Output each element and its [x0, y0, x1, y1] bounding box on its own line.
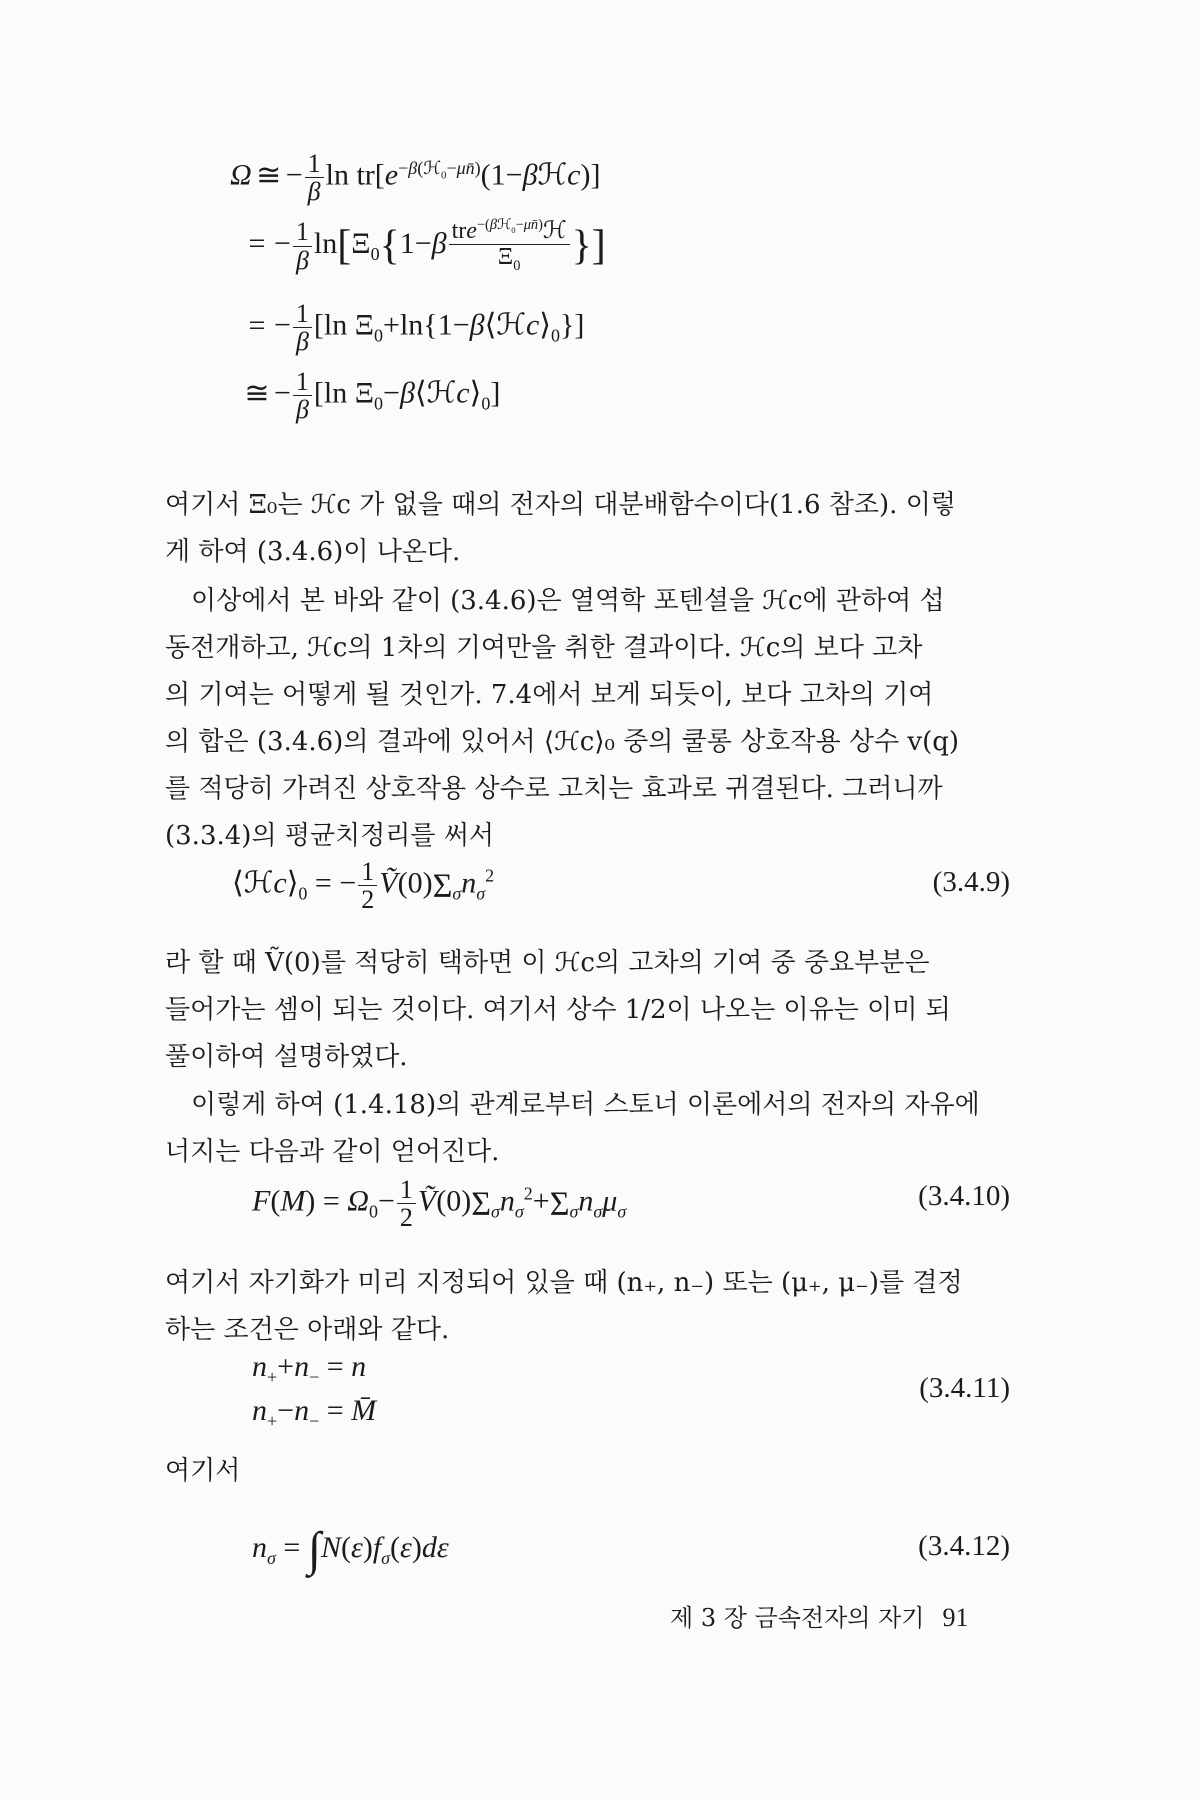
equation-3-4-10: $F(M) = \Omega_0-$ $\frac{1}{2}$ $Ṽ(0)\Sigma_\sigma n_\sigma^2+\Sigma_\sigma n_\sigma\mu_\sigma$ [252, 1175, 627, 1233]
paragraph-2: 이상에서 본 바와 같이 (3.4.6)은 열역학 포텐셜을 ℋc에 관하여 섭 동전개하고, ℋc의 1차의 기여만을 취한 결과이다. ℋc의 보다 고차 의 기여는 어떻게 될 것인가. 7.4에서 보게 되듯이, 보다 고차의 기여 의 합은 (3.4.6)의 결과에 있어서 ⟨ℋc⟩₀ 중의 쿨롱 상호작용 상수 v(q) 를 적당히 가려진 상호작용 상수로 고치는 효과로 귀결된다. 그러니까 (3.3.4)의 평균치정리를 써서 [165, 586, 959, 851]
equation-number-3-4-9: (3.4.9) [932, 866, 1010, 898]
equation-3-4-9: $⟨ℋc⟩_0$ = − $\frac{1}{2}$ $Ṽ(0)\Sigma_\sigma n_\sigma^2$ [232, 857, 495, 915]
equation-3-4-11b: $n_+-n_-$ = M̄ [252, 1394, 377, 1431]
equation-3-4-12: $n_\sigma = \int N(\varepsilon)f_\sigma(\varepsilon)d\varepsilon$ [252, 1523, 449, 1576]
paragraph-1: 여기서 Ξ₀는 ℋc 가 없을 때의 전자의 대분배함수이다(1.6 참조). 이렇 게 하여 (3.4.6)이 나온다. [165, 490, 956, 567]
equation-omega-line1: Ω ≅ − $\frac{1}{\beta}$ $\ln tr[e^{-\beta(ℋ_0-\mu n̄)}(1-\beta ℋc)]$ [230, 149, 601, 207]
equation-number-3-4-11: (3.4.11) [919, 1372, 1010, 1404]
equation-3-4-11a: $n_++n_- = n$ [252, 1350, 367, 1387]
paragraph-4: 이렇게 하여 (1.4.18)의 관계로부터 스토너 이론에서의 전자의 자유에 너지는 다음과 같이 얻어진다. [165, 1090, 980, 1167]
equation-omega-line4: ≅ − $\frac{1}{\beta}$ [ln $\Xi_0-\beta⟨ℋc⟩_0$] [244, 367, 501, 425]
equation-omega-line2: = − $\frac{1}{\beta}$ $\ln[\Xi_0\{1-\beta$ $\frac{tre^{-(\beta ℋ_0-\mu n̄)}ℋ}{\Xi_0}$ }] [248, 217, 606, 275]
equation-number-3-4-12: (3.4.12) [918, 1530, 1010, 1562]
equation-omega-line3: = − $\frac{1}{\beta}$ [ln $\Xi_0+\ln\{1-\beta⟨ℋc⟩_0\}$] [248, 299, 585, 357]
page-footer [670, 1598, 968, 1633]
page-number: 91 [942, 1603, 969, 1632]
equation-number-3-4-10: (3.4.10) [918, 1180, 1010, 1212]
paragraph-3: 라 할 때 Ṽ(0)를 적당히 택하면 이 ℋc의 고차의 기여 중 중요부분은 들어가는 셈이 되는 것이다. 여기서 상수 1/2이 나오는 이유는 이미 되 풀이하여 설명하였다. [165, 948, 951, 1072]
chapter-title: 제 3 장 금속전자의 자기 [670, 1604, 925, 1632]
paragraph-6: 여기서 [165, 1456, 241, 1486]
paragraph-5: 여기서 자기화가 미리 지정되어 있을 때 (n₊, n₋) 또는 (μ₊, μ₋)를 결정 하는 조건은 아래와 같다. [165, 1268, 963, 1345]
